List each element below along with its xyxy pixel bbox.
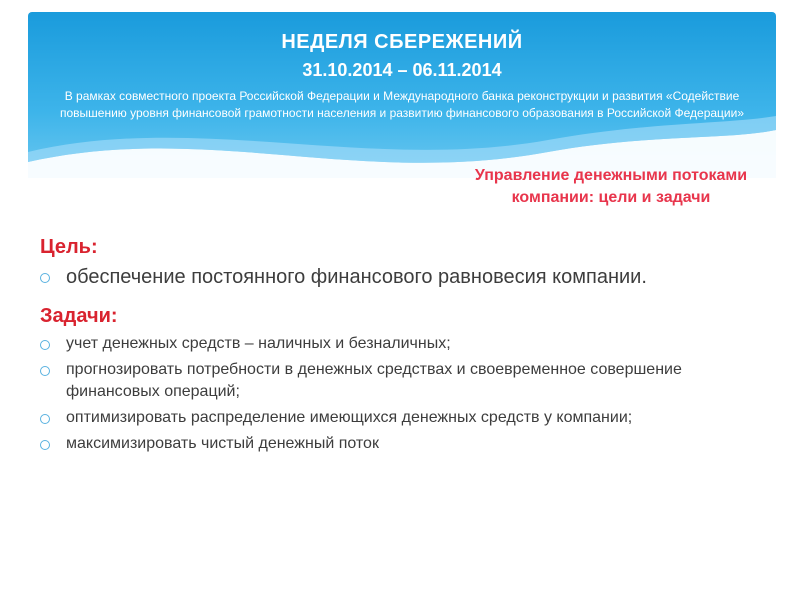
goal-list (40, 264, 770, 291)
tasks-heading: Задачи: (40, 305, 118, 327)
circle-bullet-icon (40, 414, 50, 424)
list-item-text: оптимизировать распределение имеющихся денежных средств у компании; (66, 409, 633, 426)
goal-heading: Цель: (40, 236, 98, 258)
list-item (40, 407, 770, 429)
list-item-text: учет денежных средств – наличных и безналичных; (66, 335, 451, 352)
circle-bullet-icon (40, 366, 50, 376)
page-title: НЕДЕЛЯ СБЕРЕЖЕНИЙ (281, 31, 523, 53)
event-dates: 31.10.2014 – 06.11.2014 (302, 60, 502, 80)
list-item (40, 264, 770, 291)
list-item-text: обеспечение постоянного финансового равновесия компании. (66, 266, 647, 288)
list-item (40, 359, 770, 403)
tasks-list (40, 333, 770, 455)
header-banner (28, 12, 776, 178)
project-description: В рамках совместного проекта Российской Федерации и Международного банка реконструкции и развития «Содействие повышению уровня финансовой грамотности населения и развитию финансового образования в Российской Федерации» (59, 89, 745, 120)
circle-bullet-icon (40, 440, 50, 450)
list-item (40, 433, 770, 455)
list-item-text: максимизировать чистый денежный поток (66, 435, 379, 452)
slide-content (40, 234, 770, 455)
banner-text (28, 30, 776, 122)
list-item-text: прогнозировать потребности в денежных средствах и своевременное совершение финансовых операций; (66, 361, 682, 400)
circle-bullet-icon (40, 273, 50, 283)
list-item (40, 333, 770, 355)
slide-subtitle: Управление денежными потоками компании: цели и задачи (474, 167, 748, 206)
circle-bullet-icon (40, 340, 50, 350)
